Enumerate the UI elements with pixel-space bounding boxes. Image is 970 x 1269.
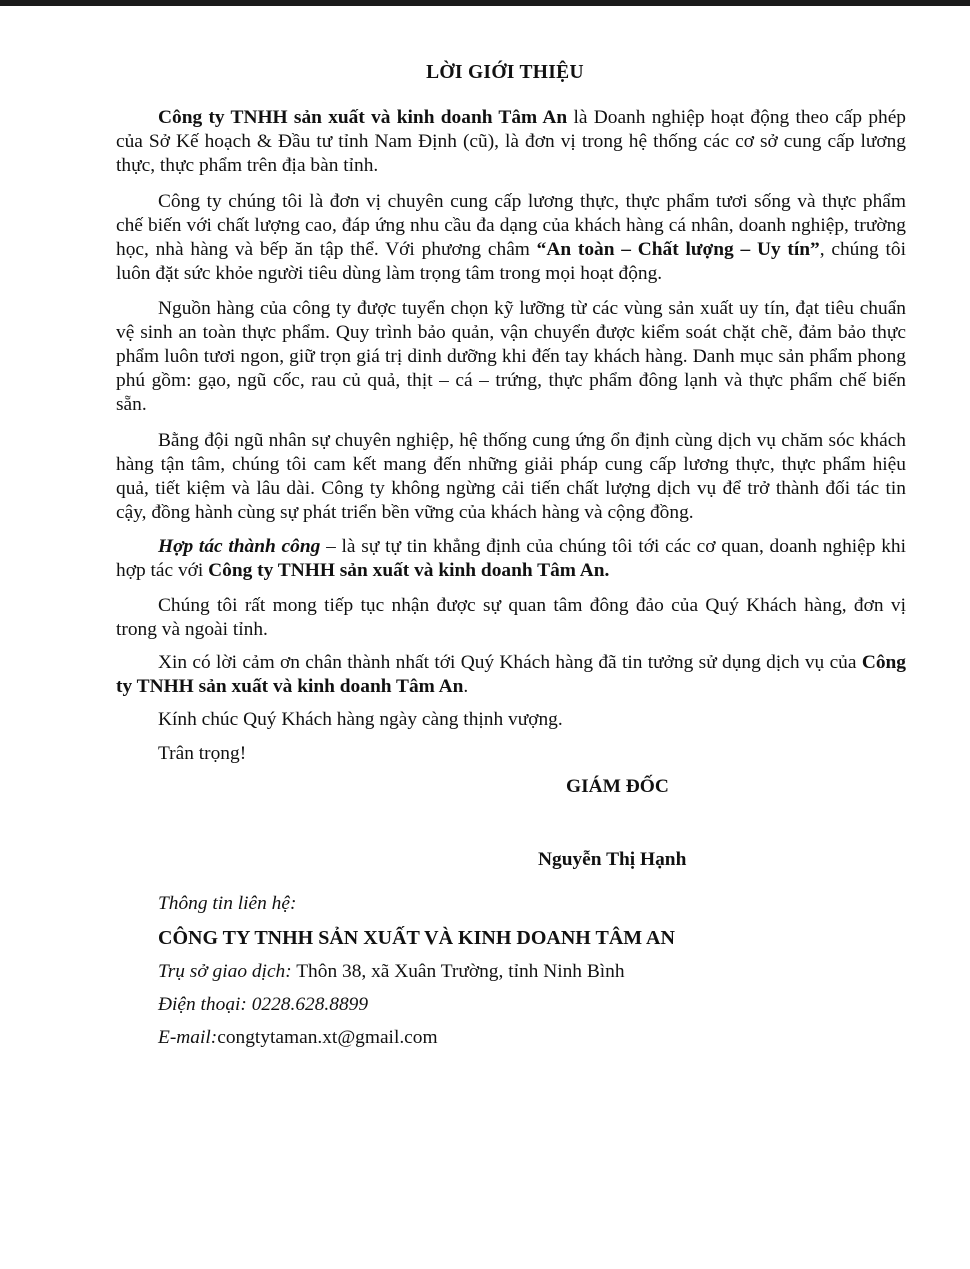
contact-phone	[158, 993, 368, 1017]
contact-address	[158, 960, 625, 984]
address-label: Trụ sở giao dịch:	[158, 961, 292, 982]
phone-value: 0228.628.8899	[246, 994, 369, 1015]
signature-name: Nguyễn Thị Hạnh	[538, 849, 687, 870]
paragraph-text: – là sự tự tin khẳng định của chúng tôi tới các cơ quan, doanh nghiệp khi hợp tác với	[116, 536, 906, 581]
intro-paragraph-5	[116, 535, 906, 583]
address-value: Thôn 38, xã Xuân Trường, tỉnh Ninh Bình	[291, 961, 625, 982]
wish-line: Kính chúc Quý Khách hàng ngày càng thịnh vượng.	[158, 709, 563, 730]
paragraph-text: Bằng đội ngũ nhân sự chuyên nghiệp, hệ thống cung ứng ổn định cùng dịch vụ chăm sóc khách hàng tận tâm, chúng tôi cam kết mang đến những giải pháp cung cấp lương thực, thực phẩm hiệu quả, tiết kiệm và lâu dài. Công ty không ngừng cải tiến chất lượng dịch vụ để trở thành đối tác tin cậy, đồng hành cùng sự phát triển bền vững của khách hàng và cộng đồng.	[116, 430, 906, 523]
regards-line: Trân trọng!	[158, 743, 247, 764]
paragraph-text: là Doanh nghiệp hoạt động theo cấp phép của Sở Kế hoạch & Đầu tư tỉnh Nam Định (cũ), là đơn vị trong hệ thống các cơ sở cung cấp lương thực, thực phẩm trên địa bàn tỉnh.	[116, 107, 907, 176]
email-value: congtytaman.xt@gmail.com	[217, 1027, 438, 1048]
company-name-bold: Công ty TNHH sản xuất và kinh doanh Tâm An	[158, 107, 568, 128]
paragraph-text: Nguồn hàng của công ty được tuyển chọn kỹ lưỡng từ các vùng sản xuất uy tín, đạt tiêu chuẩn vệ sinh an toàn thực phẩm. Quy trình bảo quản, vận chuyển được kiểm soát chặt chẽ, đảm bảo thực phẩm luôn tươi ngon, giữ trọn giá trị dinh dưỡng khi đến tay khách hàng. Danh mục sản phẩm phong phú gồm: gạo, ngũ cốc, rau củ quả, thịt – cá – trứng, thực phẩm đông lạnh và thực phẩm chế biến sẵn.	[116, 298, 906, 415]
company-name-bold: Công ty TNHH sản xuất và kinh doanh Tâm An.	[208, 560, 610, 581]
email-label: E-mail:	[158, 1027, 218, 1048]
signature-role: GIÁM ĐỐC	[566, 776, 669, 797]
cooperation-phrase: Hợp tác thành công	[158, 536, 321, 557]
company-name-bold: Công ty TNHH sản xuất và kinh doanh Tâm An	[116, 652, 906, 697]
motto-bold: “An toàn – Chất lượng – Uy tín”	[536, 239, 820, 260]
paragraph-text: Công ty chúng tôi là đơn vị chuyên cung cấp lương thực, thực phẩm tươi sống và thực phẩm chế biến với chất lượng cao, đáp ứng nhu cầu đa dạng của khách hàng cá nhân, doanh nghiệp, trường học, nhà hàng và bếp ăn tập thể. Với phương châm	[116, 191, 906, 260]
paragraph-text: Xin có lời cảm ơn chân thành nhất tới Quý Khách hàng đã tin tưởng sử dụng dịch vụ của	[158, 652, 862, 673]
document-title: LỜI GIỚI THIỆU	[426, 62, 584, 83]
intro-paragraph-3	[116, 297, 906, 417]
intro-paragraph-1	[116, 106, 906, 178]
top-edge-bar	[0, 0, 970, 6]
contact-company-name: CÔNG TY TNHH SẢN XUẤT VÀ KINH DOANH TÂM AN	[158, 927, 675, 949]
intro-paragraph-4	[116, 429, 906, 525]
phone-label: Điện thoại:	[158, 994, 247, 1015]
intro-paragraph-7	[116, 651, 906, 699]
contact-email	[158, 1026, 438, 1050]
intro-paragraph-2	[116, 190, 906, 286]
paragraph-text: .	[463, 676, 469, 697]
paragraph-text: , chúng tôi luôn đặt sức khỏe người tiêu dùng làm trọng tâm trong mọi hoạt động.	[116, 239, 906, 284]
intro-paragraph-6	[116, 594, 906, 642]
contact-heading: Thông tin liên hệ:	[158, 893, 297, 914]
paragraph-text: Chúng tôi rất mong tiếp tục nhận được sự quan tâm đông đảo của Quý Khách hàng, đơn vị trong và ngoài tỉnh.	[116, 595, 906, 640]
